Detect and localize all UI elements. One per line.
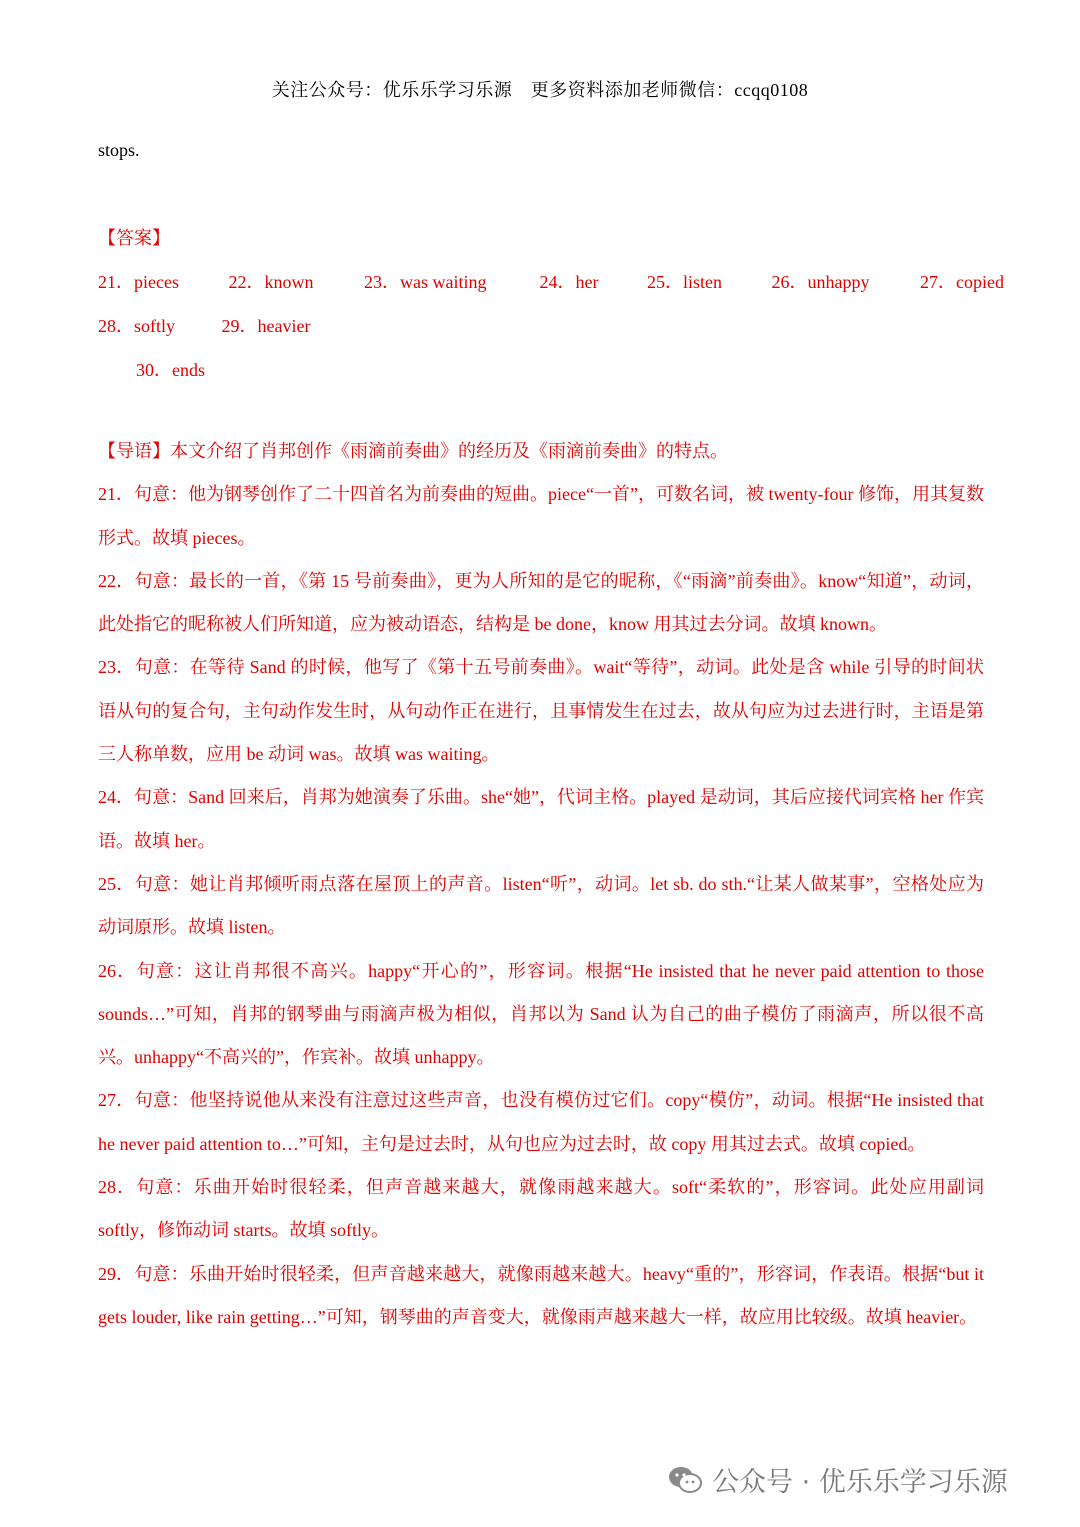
explanation-22: 22．句意：最长的一首，《第 15 号前奏曲》，更为人所知的是它的昵称，《“雨滴”前奏曲》。know“知道”，动词，此处指它的昵称被人们所知道，应为被动语态，结构是 be done，know 用其过去分词。故填 known。 xyxy=(98,570,984,635)
wechat-icon xyxy=(668,1465,702,1495)
explanation-29: 29．句意：乐曲开始时很轻柔，但声音越来越大，就像雨越来越大。heavy“重的”，形容词，作表语。根据“but it gets louder, like rain getting…”可知，钢琴曲的声音变大，就像雨声越来越大一样，故应用比较级。故填 heavier。 xyxy=(98,1263,984,1327)
answer-item: 27．copied xyxy=(920,272,1004,292)
explanation-section xyxy=(98,430,984,1339)
explanation-28: 28．句意：乐曲开始时很轻柔，但声音越来越大，就像雨越来越大。soft“柔软的”，形容词。此处应用副词 softly，修饰动词 starts。故填 softly。 xyxy=(98,1177,984,1241)
answer-item: 25．listen xyxy=(647,272,722,292)
lead-paragraph: 【导语】本文介绍了肖邦创作《雨滴前奏曲》的经历及《雨滴前奏曲》的特点。 xyxy=(98,441,728,461)
explanation-25: 25．句意：她让肖邦倾听雨点落在屋顶上的声音。listen“听”，动词。let sb. do sth.“让某人做某事”，空格处应为动词原形。故填 listen。 xyxy=(98,873,984,938)
answer-row-3 xyxy=(136,356,205,382)
answer-row-1 xyxy=(98,268,1004,294)
answer-item: 28．softly xyxy=(98,316,176,336)
answer-item: 30．ends xyxy=(136,360,205,380)
answer-item: 24．her xyxy=(539,272,599,292)
explanation-23: 23．句意：在等待 Sand 的时候，他写了《第十五号前奏曲》。wait“等待”，动词。此处是含 while 引导的时间状语从句的复合句，主句动作发生时，从句动作正在进行，且事情发生在过去，故从句应为过去进行时，主语是第三人称单数，应用 be 动词 was。故填 was waiting。 xyxy=(98,657,984,765)
answer-title: 【答案】 xyxy=(98,228,170,248)
leading-text: stops. xyxy=(98,140,140,160)
footer-watermark xyxy=(668,1460,1008,1499)
answer-item: 21．pieces xyxy=(98,272,179,292)
explanation-24: 24．句意：Sand 回来后，肖邦为她演奏了乐曲。she“她”，代词主格。played 是动词，其后应接代词宾格 her 作宾语。故填 her。 xyxy=(98,787,984,851)
answer-item: 22．known xyxy=(228,272,314,292)
explanation-21: 21．句意：他为钢琴创作了二十四首名为前奏曲的短曲。piece“一首”，可数名词，被 twenty-four 修饰，用其复数形式。故填 pieces。 xyxy=(98,484,984,548)
answer-row-2 xyxy=(98,312,310,338)
answer-item: 23．was waiting xyxy=(364,272,487,292)
page-header: 关注公众号：优乐乐学习乐源 更多资料添加老师微信：ccqq0108 xyxy=(271,80,809,100)
explanation-27: 27．句意：他坚持说他从来没有注意过这些声音，也没有模仿过它们。copy“模仿”，动词。根据“He insisted that he never paid attention to…”可知，主句是过去时，从句也应为过去时，故 copy 用其过去式。故填 copied。 xyxy=(98,1090,984,1154)
answer-item: 26．unhappy xyxy=(771,272,870,292)
answer-item: 29．heavier xyxy=(221,316,311,336)
footer-text: 公众号 · 优乐乐学习乐源 xyxy=(712,1467,1008,1498)
explanation-26: 26．句意：这让肖邦很不高兴。happy“开心的”，形容词。根据“He insisted that he never paid attention to those sounds…”可知，肖邦的钢琴曲与雨滴声极为相似，肖邦以为 Sand 认为自己的曲子模仿了雨滴声，所以很不高兴。unhappy“不高兴的”，作宾补。故填 unhappy。 xyxy=(98,960,984,1068)
